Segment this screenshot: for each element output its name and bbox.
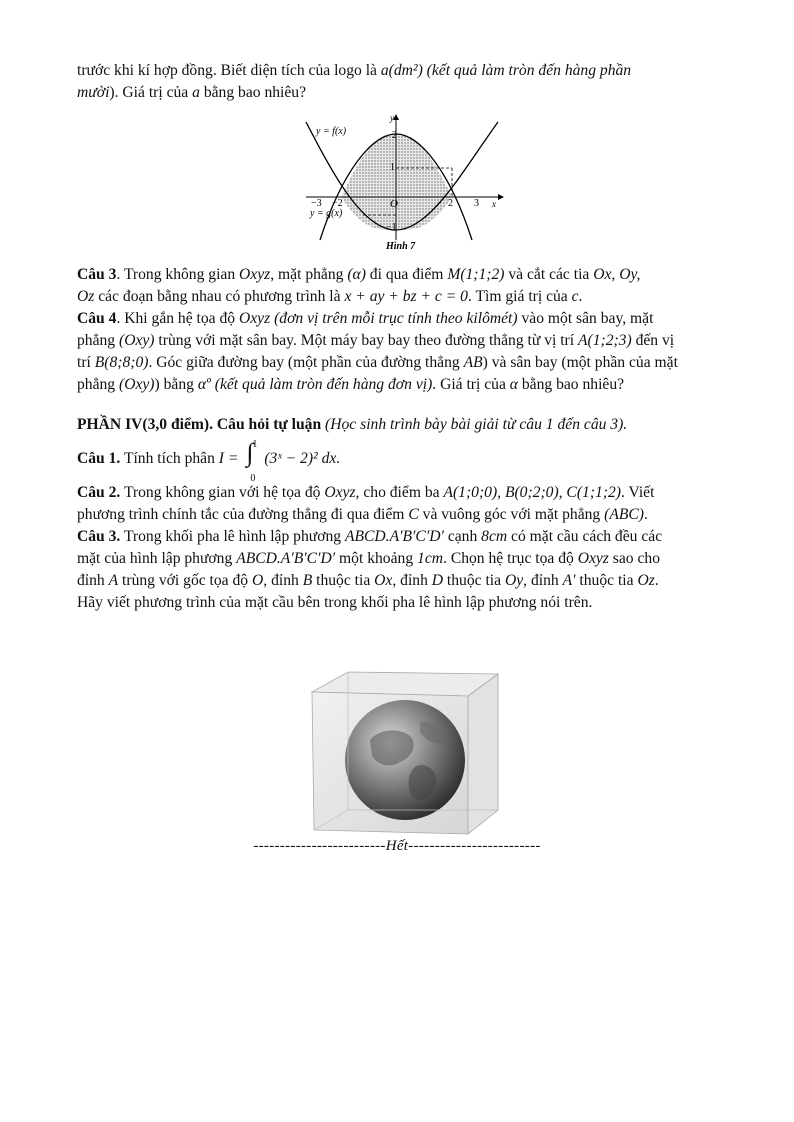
math: B(8;8;0)	[94, 354, 149, 371]
text: mặt của hình lập phương	[77, 550, 237, 568]
end-text: Hết	[385, 838, 409, 854]
math: Ox	[374, 572, 393, 590]
text: bằng bao nhiêu?	[199, 84, 307, 101]
text: . Góc giữa đường bay (một phần của đường thẳng	[148, 354, 464, 371]
text: .	[643, 506, 648, 524]
origin-label: O	[390, 198, 398, 210]
text: Hãy viết phương trình của mặt cầu bên trong khối pha lê hình lập phương nói trên.	[77, 594, 593, 612]
tick-label: 3	[474, 198, 479, 209]
text: . Viết	[621, 484, 655, 502]
text: ) và sân bay (một phần của mặt	[482, 354, 678, 371]
upper-bound: 1	[252, 439, 258, 451]
text: , đỉnh	[263, 572, 303, 590]
math: (Oxy)	[119, 332, 155, 349]
question-label: Câu 3.	[77, 528, 121, 546]
text: bằng bao nhiêu?	[517, 376, 625, 393]
math: Oz	[637, 572, 655, 590]
math: O	[252, 572, 264, 590]
math: a(dm²)	[380, 62, 423, 79]
text: (Học sinh trình bày bài giải từ câu 1 đến câu 3).	[321, 416, 628, 433]
crystal-cube-illustration	[308, 670, 502, 836]
sphere	[345, 700, 465, 820]
text: thuộc tia	[312, 572, 375, 590]
tick-label: −3	[311, 198, 322, 209]
integral-sign: 1 ∫ 0	[242, 448, 264, 470]
text: (kết quả làm tròn đến hàng phần	[422, 62, 632, 79]
text: . Khi gắn hệ tọa độ	[116, 310, 239, 327]
math: Oy	[504, 572, 524, 590]
math: ABCD.A′B′C′D′	[236, 550, 336, 568]
tick-label: 2	[392, 130, 397, 141]
text: (kết quả làm tròn đến hàng đơn vị)	[214, 376, 433, 393]
math: a	[192, 84, 200, 101]
question-label: Câu 4	[77, 310, 117, 327]
text: .	[654, 572, 659, 590]
tick-label: −1	[386, 222, 397, 233]
math: α	[509, 376, 518, 393]
text: đến vị	[631, 332, 675, 349]
figure-7	[302, 112, 508, 254]
math: Oxyz	[239, 266, 271, 283]
text: một khoảng	[335, 550, 418, 568]
math: (3ˣ − 2)² dx.	[264, 450, 341, 467]
math: A(1;2;3)	[577, 332, 632, 349]
math: Oz	[77, 288, 95, 305]
text: sao cho	[608, 550, 660, 568]
text: , đỉnh	[392, 572, 432, 590]
part-4-heading	[77, 414, 745, 436]
text: thuộc tia	[443, 572, 505, 590]
question-label: Câu 1.	[77, 450, 121, 467]
text: .	[578, 288, 583, 305]
text: mười	[77, 84, 110, 101]
text: và cắt các tia	[504, 266, 594, 283]
text: cho điểm ba	[359, 484, 444, 502]
text: phẳng	[77, 376, 120, 393]
end-marker	[0, 835, 794, 857]
x-axis-arrow	[498, 194, 504, 200]
essay-question-2	[77, 482, 745, 526]
dashes: -------------------------	[253, 838, 386, 854]
math: B	[302, 572, 313, 590]
text: . Tìm giá trị của	[467, 288, 572, 305]
text: cạnh	[443, 528, 482, 546]
text: Trong không gian với hệ tọa độ	[120, 484, 325, 502]
math: c	[571, 288, 579, 305]
tick-label: 1	[390, 162, 395, 173]
text: , mặt phẳng	[270, 266, 348, 283]
text: đi qua điểm	[365, 266, 448, 283]
text: phương trình chính tắc của đường thẳng đi qua điểm	[77, 506, 409, 524]
text: ). Giá trị của	[109, 84, 193, 101]
math: I =	[218, 450, 239, 467]
tick-label: 2	[448, 198, 453, 209]
label-g: y = g(x)	[310, 208, 343, 219]
text: phẳng	[77, 332, 120, 349]
math: αº	[197, 376, 211, 393]
text: (đơn vị trên mỗi trục tính theo kilômét)	[274, 310, 518, 327]
text: và vuông góc với mặt phẳng	[418, 506, 605, 524]
text: trùng với gốc tọa độ	[118, 572, 252, 590]
lower-bound: 0	[250, 473, 256, 485]
math: (α)	[347, 266, 366, 283]
math: Oxyz	[577, 550, 609, 568]
math: (Oxy)	[119, 376, 155, 393]
text: các đoạn bằng nhau có phương trình là	[94, 288, 345, 305]
text: vào một sân bay, mặt	[517, 310, 654, 327]
math: ABCD.A′B′C′D′	[344, 528, 444, 546]
text: Trong khối pha lê hình lập phương	[120, 528, 345, 546]
question-label: Câu 3	[77, 266, 117, 283]
math: A(1;0;0), B(0;2;0), C(1;1;2)	[443, 484, 621, 502]
essay-question-3	[77, 526, 745, 614]
math: AB	[463, 354, 483, 371]
axis-label-y: y	[390, 113, 394, 123]
figure-caption: Hình 7	[386, 241, 416, 252]
text: , đỉnh	[523, 572, 563, 590]
text: trước khi kí hợp đồng. Biết diện tích của logo là	[77, 62, 381, 79]
math: Oxyz	[239, 310, 271, 327]
math: x + ay + bz + c = 0	[344, 288, 468, 305]
math: 1cm	[417, 550, 444, 568]
math: A′	[562, 572, 576, 590]
question-3	[77, 264, 745, 308]
text: có mặt cầu cách đều các	[507, 528, 663, 546]
question-label: Câu 2.	[77, 484, 121, 502]
math: (ABC)	[604, 506, 644, 524]
math: Oxyz,	[324, 484, 360, 502]
text: . Giá trị của	[432, 376, 510, 393]
question-4	[77, 308, 745, 396]
essay-question-1	[77, 438, 745, 485]
text: trí	[77, 354, 95, 371]
label-f: y = f(x)	[316, 126, 347, 137]
math: 8cm	[481, 528, 508, 546]
text: trùng với mặt sân bay. Một máy bay bay theo đường thẳng từ vị trí	[154, 332, 578, 349]
math: A	[108, 572, 119, 590]
text: . Trong không gian	[116, 266, 240, 283]
math: Ox, Oy,	[593, 266, 641, 283]
axis-label-x: x	[492, 199, 496, 209]
text: thuộc tia	[575, 572, 638, 590]
text: ) bằng	[154, 376, 198, 393]
crystal-cube-image	[308, 670, 502, 836]
figure-7-graph	[302, 112, 508, 254]
text: Tính tích phân	[120, 450, 219, 467]
tick-label: −2	[332, 198, 343, 209]
text: . Chọn hệ trục tọa độ	[443, 550, 578, 568]
math: C	[408, 506, 419, 524]
dashes: -------------------------	[408, 838, 541, 854]
math: D	[431, 572, 444, 590]
text: đỉnh	[77, 572, 109, 590]
intro-paragraph	[77, 60, 745, 104]
section-heading: PHẦN IV(3,0 điểm). Câu hỏi tự luận	[77, 416, 322, 433]
math: M(1;1;2)	[447, 266, 505, 283]
